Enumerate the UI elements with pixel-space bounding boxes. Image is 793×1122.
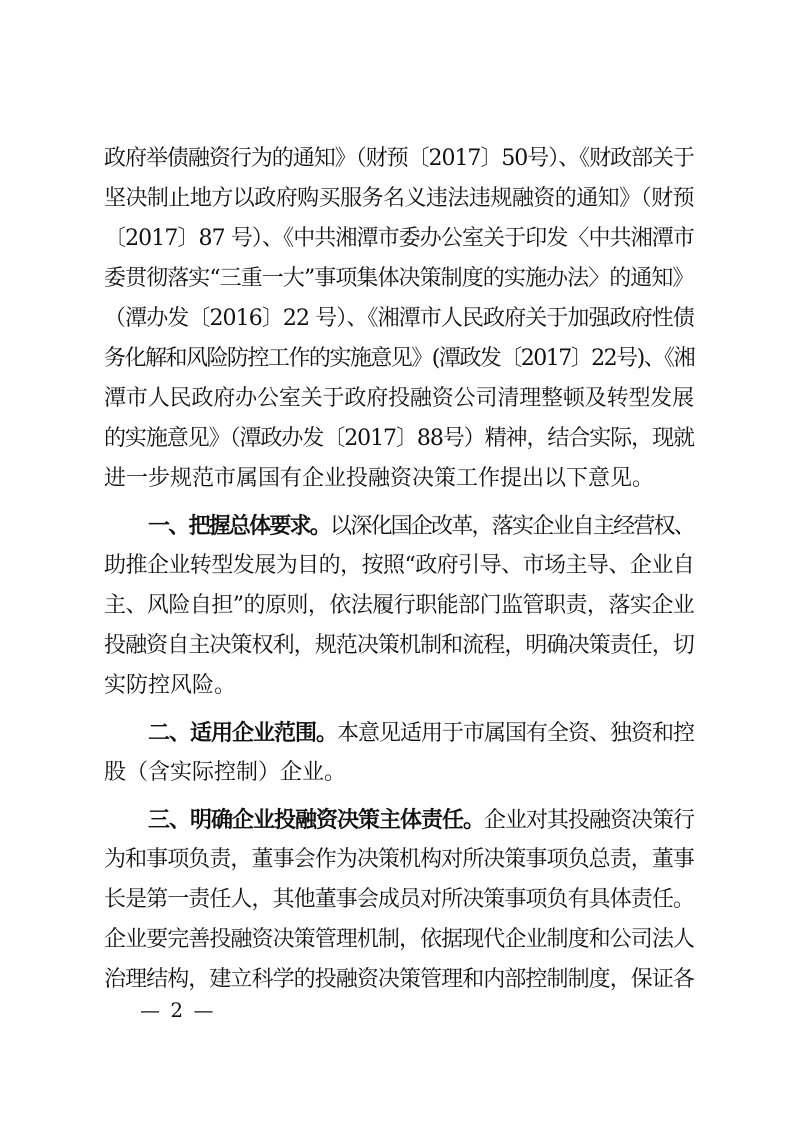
text-line: 务化解和风险防控工作的实施意见》(潭政发〔2017〕22号)、《湘 xyxy=(104,346,695,371)
text-line: 长是第一责任人，其他董事会成员对所决策事项负有具体责任。 xyxy=(104,887,694,912)
paragraph-continuation xyxy=(104,139,694,499)
text-run: 以深化国企改革，落实企业自主经营权、 xyxy=(330,514,694,539)
text-line: 股（含实际控制）企业。 xyxy=(104,760,347,785)
text-line xyxy=(104,800,694,840)
document-body xyxy=(104,139,694,1000)
page-number: — 2 — xyxy=(140,998,216,1022)
section-heading: 三、明确企业投融资决策主体责任。 xyxy=(148,807,485,833)
text-line: （潭办发〔2016〕22 号）、《湘潭市人民政府关于加强政府性债 xyxy=(104,306,694,331)
section-heading: 二、适用企业范围。 xyxy=(148,720,338,746)
text-line: 主、风险自担”的原则，依法履行职能部门监管职责，落实企业 xyxy=(104,593,695,618)
text-line: 治理结构，建立科学的投融资决策管理和内部控制制度，保证各 xyxy=(104,967,694,992)
text-line: 政府举债融资行为的通知》（财预〔2017〕50号）、《财政部关于 xyxy=(104,146,694,171)
paragraph-responsibility xyxy=(104,800,694,1000)
text-line: 为和事项负责，董事会作为决策机构对所决策事项负总责，董事 xyxy=(104,847,694,872)
text-line: 实防控风险。 xyxy=(104,673,237,698)
paragraph-scope xyxy=(104,713,694,793)
text-line: 潭市人民政府办公室关于政府投融资公司清理整顿及转型发展 xyxy=(104,386,695,411)
paragraph-general-requirements xyxy=(104,506,694,706)
text-run: 本意见适用于市属国有全资、独资和控 xyxy=(337,721,695,746)
text-line: 委贯彻落实“三重一大”事项集体决策制度的实施办法〉的通知》 xyxy=(104,266,694,291)
text-line: 坚决制止地方以政府购买服务名义违法违规融资的通知》（财预 xyxy=(104,186,694,211)
text-line: 〔2017〕87 号）、《中共湘潭市委办公室关于印发〈中共湘潭市 xyxy=(104,226,694,251)
text-run: 企业对其投融资决策行 xyxy=(484,808,695,833)
text-line: 企业要完善投融资决策管理机制，依据现代企业制度和公司法人 xyxy=(104,927,694,952)
text-line: 投融资自主决策权利，规范决策机制和流程，明确决策责任，切 xyxy=(104,633,694,658)
text-line: 助推企业转型发展为目的，按照“政府引导、市场主导、企业自 xyxy=(104,553,695,578)
text-line xyxy=(104,713,694,753)
text-line: 的实施意见》（潭政办发〔2017〕88号）精神，结合实际，现就 xyxy=(104,426,694,451)
section-heading: 一、把握总体要求。 xyxy=(148,513,330,539)
text-line: 进一步规范市属国有企业投融资决策工作提出以下意见。 xyxy=(104,466,655,491)
text-line xyxy=(104,506,694,546)
